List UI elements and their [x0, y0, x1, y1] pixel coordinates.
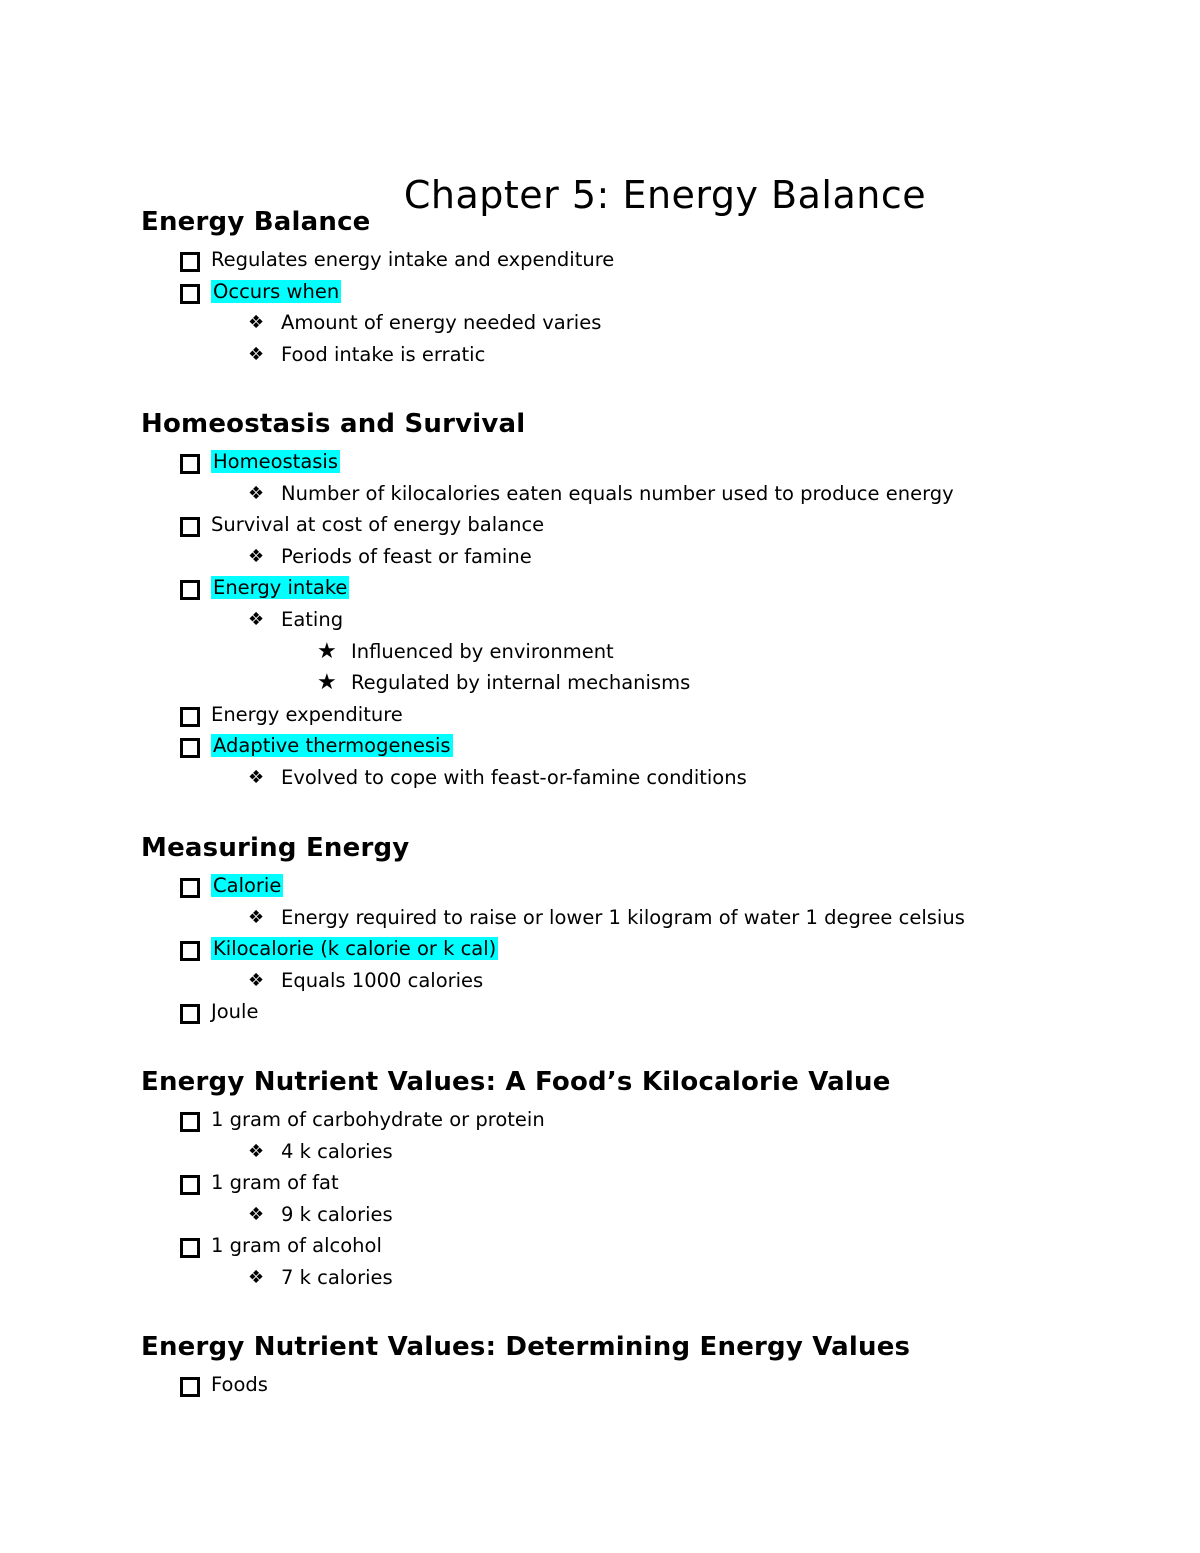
list-item: 1 gram of carbohydrate or protein [141, 1104, 1141, 1136]
list-item: Foods [141, 1369, 1141, 1401]
list-item: Energy expenditure [141, 699, 1141, 731]
diamond-bullet-icon: ❖ [248, 1140, 265, 1162]
checkbox-icon [180, 517, 200, 537]
section-heading: Measuring Energy [141, 833, 410, 863]
diamond-bullet-icon: ❖ [248, 1203, 265, 1225]
list-item: ❖ Eating [141, 604, 1141, 636]
list-item: Joule [141, 996, 1141, 1028]
section-measuring-energy [141, 830, 1141, 1028]
checkbox-icon [180, 1238, 200, 1258]
list-item: ❖ Amount of energy needed varies [141, 307, 1141, 339]
checkbox-icon [180, 580, 200, 600]
list-item: ❖ Evolved to cope with feast-or-famine conditions [141, 762, 1141, 794]
list-item: Calorie [141, 870, 1141, 902]
list-item: ❖ Food intake is erratic [141, 339, 1141, 371]
list-item: ❖ 9 k calories [141, 1199, 1141, 1231]
checkbox-icon [180, 707, 200, 727]
checkbox-icon [180, 1377, 200, 1397]
list-item: ❖ Periods of feast or famine [141, 541, 1141, 573]
list-item: Energy intake [141, 572, 1141, 604]
section-heading: Energy Nutrient Values: Determining Energy Values [141, 1332, 911, 1362]
checkbox-icon [180, 878, 200, 898]
checkbox-icon [180, 284, 200, 304]
list-item: Homeostasis [141, 446, 1141, 478]
diamond-bullet-icon: ❖ [248, 969, 265, 991]
diamond-bullet-icon: ❖ [248, 482, 265, 504]
section-determining-energy-values [141, 1329, 1141, 1401]
checkbox-icon [180, 454, 200, 474]
checkbox-icon [180, 1112, 200, 1132]
section-heading: Energy Nutrient Values: A Food’s Kilocalorie Value [141, 1067, 891, 1097]
list-item: ❖ 4 k calories [141, 1136, 1141, 1168]
star-bullet-icon: ★ [317, 638, 337, 664]
section-energy-balance [141, 204, 1141, 370]
diamond-bullet-icon: ❖ [248, 545, 265, 567]
star-bullet-icon: ★ [317, 670, 337, 696]
checkbox-icon [180, 1175, 200, 1195]
list-item: Kilocalorie (k calorie or k cal) [141, 933, 1141, 965]
list-item: 1 gram of fat [141, 1167, 1141, 1199]
checkbox-icon [180, 941, 200, 961]
diamond-bullet-icon: ❖ [248, 1266, 265, 1288]
list-item: 1 gram of alcohol [141, 1230, 1141, 1262]
diamond-bullet-icon: ❖ [248, 906, 265, 928]
list-item: Regulates energy intake and expenditure [141, 244, 1141, 276]
section-heading: Energy Balance [141, 207, 371, 237]
page-title: Chapter 5: Energy Balance [403, 173, 927, 218]
list-item: ❖ Energy required to raise or lower 1 kilogram of water 1 degree celsius [141, 902, 1141, 934]
list-item: ★ Influenced by environment [141, 636, 1141, 668]
list-item: ❖ Number of kilocalories eaten equals number used to produce energy [141, 478, 1141, 510]
checkbox-icon [180, 1004, 200, 1024]
diamond-bullet-icon: ❖ [248, 608, 265, 630]
list-item: ★ Regulated by internal mechanisms [141, 667, 1141, 699]
diamond-bullet-icon: ❖ [248, 343, 265, 365]
checkbox-icon [180, 738, 200, 758]
diamond-bullet-icon: ❖ [248, 312, 265, 334]
list-item: Occurs when [141, 276, 1141, 308]
list-item: Adaptive thermogenesis [141, 730, 1141, 762]
list-item: ❖ Equals 1000 calories [141, 965, 1141, 997]
diamond-bullet-icon: ❖ [248, 766, 265, 788]
section-heading: Homeostasis and Survival [141, 409, 526, 439]
list-item: ❖ 7 k calories [141, 1262, 1141, 1294]
section-homeostasis-survival [141, 406, 1141, 794]
checkbox-icon [180, 252, 200, 272]
list-item: Survival at cost of energy balance [141, 509, 1141, 541]
section-kilocalorie-value [141, 1064, 1141, 1294]
